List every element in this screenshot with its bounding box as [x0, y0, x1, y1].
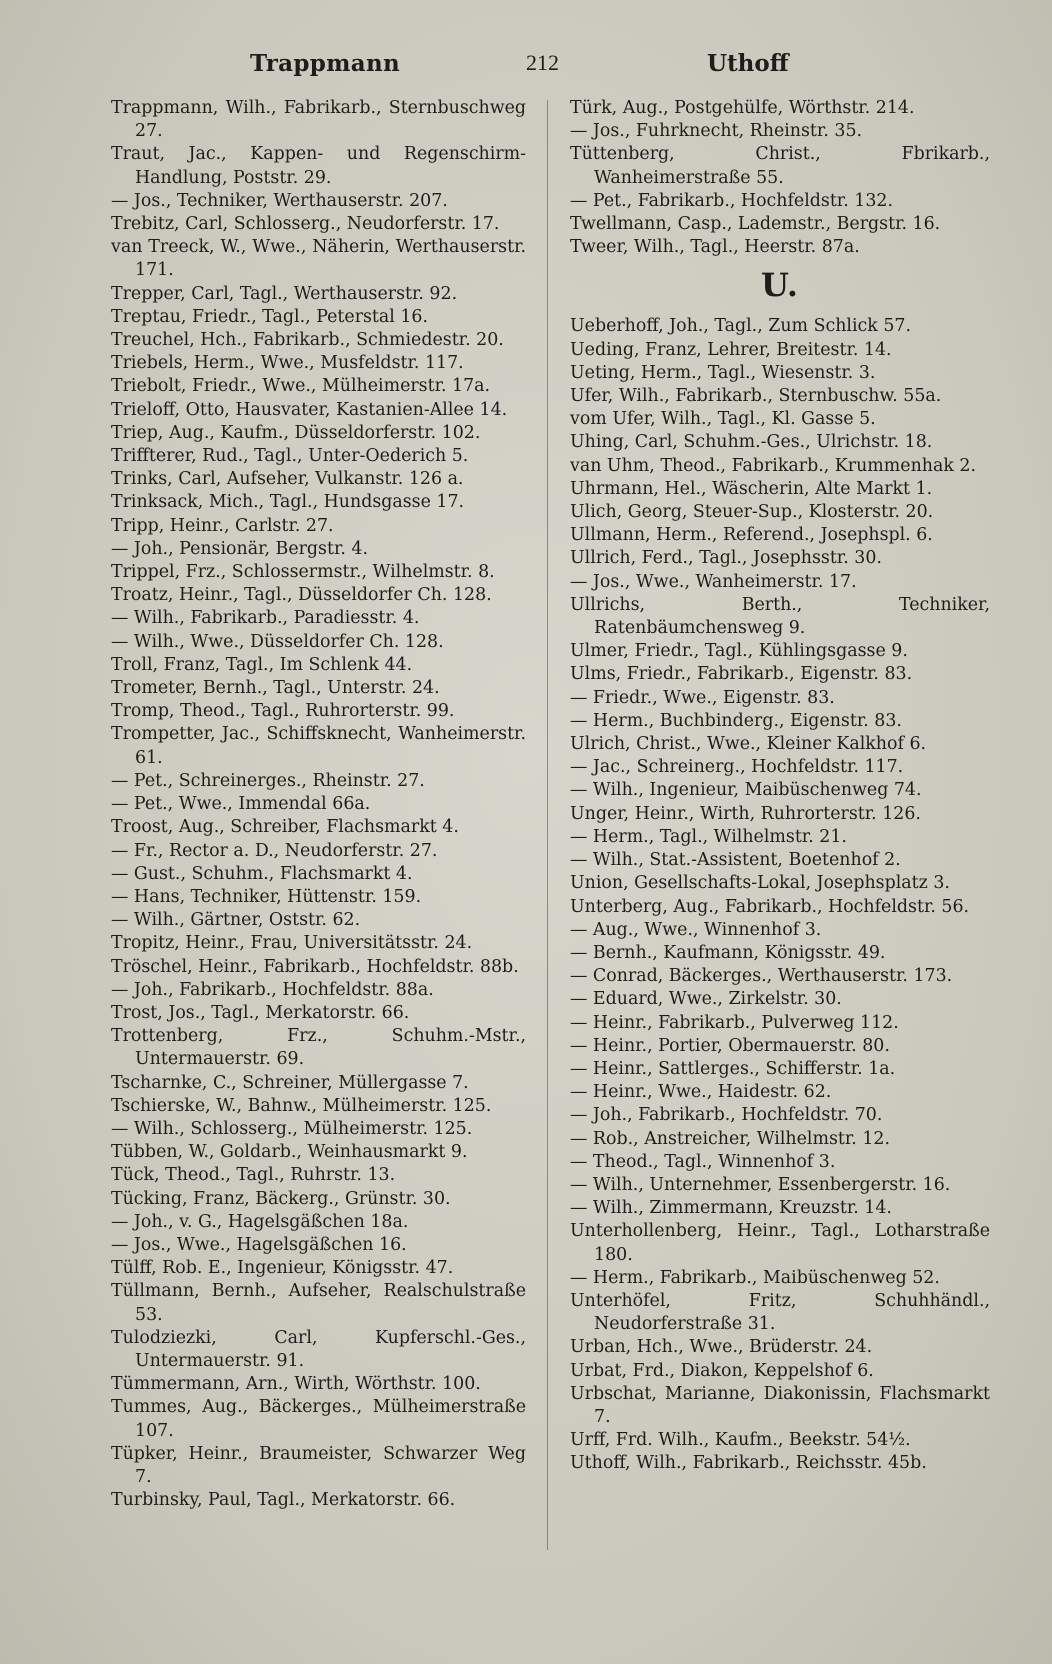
directory-entry: Urban, Hch., Wwe., Brüderstr. 24. [570, 1337, 873, 1358]
directory-entry: — Joh., Fabrikarb., Hochfeldstr. 70. [570, 1105, 883, 1126]
directory-entry: — Gust., Schuhm., Flachsmarkt 4. [111, 863, 413, 884]
directory-entry: Tüpker, Heinr., Braumeister, Schwarzer Weg 7. [111, 1443, 526, 1487]
directory-entry: — Joh., v. G., Hagelsgäßchen 18a. [111, 1211, 409, 1232]
directory-entry: Urbschat, Marianne, Diakonissin, Flachsmarkt 7. [570, 1383, 990, 1427]
directory-entry: Troll, Franz, Tagl., Im Schlenk 44. [111, 654, 413, 675]
directory-entry: — Jos., Techniker, Werthauserstr. 207. [111, 190, 448, 211]
directory-entry: — Wilh., Gärtner, Oststr. 62. [111, 910, 361, 931]
directory-entry: Triebolt, Friedr., Wwe., Mülheimerstr. 17a. [111, 376, 491, 397]
directory-entry: — Heinr., Portier, Obermauerstr. 80. [570, 1035, 890, 1056]
directory-entry: Unterhöfel, Fritz, Schuhhändl., Neudorferstraße 31. [570, 1290, 990, 1335]
directory-entry: — Bernh., Kaufmann, Königsstr. 49. [570, 942, 886, 963]
directory-entry: Trost, Jos., Tagl., Merkatorstr. 66. [111, 1002, 410, 1023]
directory-entry: Trottenberg, Frz., Schuhm.-Mstr., Untermauerstr. 69. [111, 1026, 526, 1070]
column-divider [547, 100, 548, 1550]
directory-entry: Traut, Jac., Kappen- und Regenschirm-Handlung, Poststr. 29. [111, 144, 526, 188]
directory-entry: — Pet., Fabrikarb., Hochfeldstr. 132. [570, 190, 893, 211]
directory-entry: Unger, Heinr., Wirth, Ruhrorterstr. 126. [570, 803, 921, 824]
directory-entry: Troatz, Heinr., Tagl., Düsseldorfer Ch. 128. [111, 585, 492, 606]
directory-entry: Türk, Aug., Postgehülfe, Wörthstr. 214. [570, 98, 915, 118]
directory-entry: — Aug., Wwe., Winnenhof 3. [570, 919, 822, 940]
directory-entry: — Theod., Tagl., Winnenhof 3. [570, 1151, 836, 1172]
directory-entry: Trippel, Frz., Schlossermstr., Wilhelmstr. 8. [111, 562, 495, 583]
directory-entry: Urff, Frd. Wilh., Kaufm., Beekstr. 54½. [570, 1430, 911, 1451]
directory-entry: Uhrmann, Hel., Wäscherin, Alte Markt 1. [570, 478, 933, 499]
directory-entry: — Jos., Fuhrknecht, Rheinstr. 35. [570, 121, 863, 142]
directory-entry: van Uhm, Theod., Fabrikarb., Krummenhak 2. [570, 455, 977, 476]
directory-entry: — Eduard, Wwe., Zirkelstr. 30. [570, 989, 842, 1010]
directory-entry: — Friedr., Wwe., Eigenstr. 83. [570, 687, 835, 708]
directory-entry: Triep, Aug., Kaufm., Düsseldorferstr. 102. [111, 422, 481, 443]
page-header [0, 50, 1052, 86]
directory-entry: Ueding, Franz, Lehrer, Breitestr. 14. [570, 339, 892, 360]
directory-entry: Trompetter, Jac., Schiffsknecht, Wanheimerstr. 61. [111, 724, 526, 768]
directory-entry: Trometer, Bernh., Tagl., Unterstr. 24. [111, 678, 440, 699]
directory-entry: — Rob., Anstreicher, Wilhelmstr. 12. [570, 1128, 890, 1149]
directory-entry: Trebitz, Carl, Schlosserg., Neudorferstr. 17. [111, 214, 500, 235]
directory-entry: — Hans, Techniker, Hüttenstr. 159. [111, 886, 422, 907]
directory-entry: Trieloff, Otto, Hausvater, Kastanien-Allee 14. [111, 399, 508, 420]
directory-entry: Trinksack, Mich., Tagl., Hundsgasse 17. [111, 492, 465, 513]
directory-entry: — Jos., Wwe., Wanheimerstr. 17. [570, 571, 857, 592]
directory-entry: — Wilh., Zimmermann, Kreuzstr. 14. [570, 1198, 892, 1219]
directory-entry: Uhing, Carl, Schuhm.-Ges., Ulrichstr. 18. [570, 432, 933, 453]
directory-entry: Ulrich, Christ., Wwe., Kleiner Kalkhof 6. [570, 734, 927, 755]
directory-entry: Tück, Theod., Tagl., Ruhrstr. 13. [111, 1165, 396, 1186]
directory-entry: Tulodziezki, Carl, Kupferschl.-Ges., Untermauerstr. 91. [111, 1327, 526, 1371]
directory-entry: — Pet., Schreinerges., Rheinstr. 27. [111, 770, 425, 791]
section-letter-heading: U. [760, 266, 800, 305]
directory-entry: Treptau, Friedr., Tagl., Peterstal 16. [111, 306, 429, 327]
directory-entry: Triffterer, Rud., Tagl., Unter-Oederich 5. [111, 446, 469, 467]
directory-entry: Troost, Aug., Schreiber, Flachsmarkt 4. [111, 817, 459, 838]
running-head-right: Uthoff [707, 50, 789, 77]
directory-entry: — Conrad, Bäckerges., Werthauserstr. 173. [570, 966, 953, 987]
directory-entry: — Joh., Pensionär, Bergstr. 4. [111, 538, 369, 559]
directory-entry: Ueting, Herm., Tagl., Wiesenstr. 3. [570, 362, 876, 383]
page-number: 212 [526, 50, 559, 75]
right-column-u-entries [570, 315, 990, 1475]
directory-entry: Tscharnke, C., Schreiner, Müllergasse 7. [111, 1072, 469, 1093]
directory-entry: Urbat, Frd., Diakon, Keppelshof 6. [570, 1360, 874, 1381]
directory-entry: Tüllmann, Bernh., Aufseher, Realschulstraße 53. [111, 1281, 526, 1325]
directory-entry: — Joh., Fabrikarb., Hochfeldstr. 88a. [111, 979, 434, 1000]
directory-entry: — Wilh., Wwe., Düsseldorfer Ch. 128. [111, 631, 444, 652]
directory-entry: Tropitz, Heinr., Frau, Universitätsstr. 24. [111, 933, 473, 954]
directory-entry: Turbinsky, Paul, Tagl., Merkatorstr. 66. [111, 1490, 456, 1511]
directory-entry: — Pet., Wwe., Immendal 66a. [111, 794, 371, 815]
directory-entry: — Herm., Tagl., Wilhelmstr. 21. [570, 826, 847, 847]
directory-entry: Trepper, Carl, Tagl., Werthauserstr. 92. [111, 283, 458, 304]
directory-entry: Ullrich, Ferd., Tagl., Josephsstr. 30. [570, 548, 882, 569]
directory-entry: — Heinr., Sattlerges., Schifferstr. 1a. [570, 1058, 896, 1079]
directory-entry: Tschierske, W., Bahnw., Mülheimerstr. 125. [111, 1095, 492, 1116]
directory-entry: Ullrichs, Berth., Techniker, Ratenbäumchensweg 9. [570, 594, 990, 639]
directory-entry: Unterberg, Aug., Fabrikarb., Hochfeldstr. 56. [570, 896, 970, 917]
running-head-left: Trappmann [250, 50, 401, 77]
directory-entry: — Jac., Schreinerg., Hochfeldstr. 117. [570, 757, 904, 778]
directory-entry: — Herm., Buchbinderg., Eigenstr. 83. [570, 710, 902, 731]
directory-entry: Tröschel, Heinr., Fabrikarb., Hochfeldstr. 88b. [111, 956, 519, 977]
directory-entry: — Wilh., Ingenieur, Maibüschenweg 74. [570, 780, 922, 801]
directory-entry: Tromp, Theod., Tagl., Ruhrorterstr. 99. [111, 701, 455, 722]
directory-entry: — Wilh., Unternehmer, Essenbergerstr. 16. [570, 1174, 951, 1195]
directory-entry: Ulmer, Friedr., Tagl., Kühlingsgasse 9. [570, 641, 908, 662]
left-column [111, 97, 526, 1512]
directory-entry: Treuchel, Hch., Fabrikarb., Schmiedestr. 20. [111, 330, 504, 351]
directory-entry: vom Ufer, Wilh., Tagl., Kl. Gasse 5. [570, 409, 876, 430]
directory-entry: Ueberhoff, Joh., Tagl., Zum Schlick 57. [570, 316, 912, 337]
directory-entry: Triebels, Herm., Wwe., Musfeldstr. 117. [111, 353, 464, 374]
directory-entry: Tummes, Aug., Bäckerges., Mülheimerstraße 107. [111, 1397, 526, 1441]
directory-entry: Unterhollenberg, Heinr., Tagl., Lotharstraße 180. [570, 1221, 990, 1265]
directory-entry: — Jos., Wwe., Hagelsgäßchen 16. [111, 1234, 407, 1255]
directory-entry: Trinks, Carl, Aufseher, Vulkanstr. 126 a. [111, 469, 464, 490]
directory-entry: Tümmermann, Arn., Wirth, Wörthstr. 100. [111, 1374, 481, 1395]
directory-entry: Tüttenberg, Christ., Fbrikarb., Wanheimerstraße 55. [570, 144, 990, 188]
directory-entry: Uthoff, Wilh., Fabrikarb., Reichsstr. 45b. [570, 1453, 927, 1474]
directory-entry: Tübben, W., Goldarb., Weinhausmarkt 9. [111, 1142, 468, 1163]
right-column-t-entries [570, 97, 990, 259]
directory-entry: Tülff, Rob. E., Ingenieur, Königsstr. 47. [111, 1258, 454, 1279]
directory-entry: Twellmann, Casp., Lademstr., Bergstr. 16. [570, 214, 941, 235]
right-column [570, 97, 990, 1476]
directory-entry: — Fr., Rector a. D., Neudorferstr. 27. [111, 840, 438, 861]
directory-entry: — Herm., Fabrikarb., Maibüschenweg 52. [570, 1267, 940, 1288]
directory-entry: Union, Gesellschafts-Lokal, Josephsplatz 3. [570, 873, 950, 894]
directory-entry: Tripp, Heinr., Carlstr. 27. [111, 515, 334, 536]
directory-entry: — Wilh., Fabrikarb., Paradiesstr. 4. [111, 608, 420, 629]
directory-entry: — Wilh., Schlosserg., Mülheimerstr. 125. [111, 1118, 473, 1139]
directory-entry: Ulich, Georg, Steuer-Sup., Klosterstr. 20. [570, 502, 934, 523]
directory-entry: — Heinr., Fabrikarb., Pulverweg 112. [570, 1012, 899, 1033]
directory-entry: — Wilh., Stat.-Assistent, Boetenhof 2. [570, 850, 901, 871]
directory-entry: — Heinr., Wwe., Haidestr. 62. [570, 1082, 832, 1103]
directory-entry: Tücking, Franz, Bäckerg., Grünstr. 30. [111, 1188, 451, 1209]
directory-entry: Ullmann, Herm., Referend., Josephspl. 6. [570, 525, 933, 546]
directory-entry: Trappmann, Wilh., Fabrikarb., Sternbuschweg 27. [111, 98, 526, 142]
directory-entry: Ulms, Friedr., Fabrikarb., Eigenstr. 83. [570, 664, 913, 685]
directory-entry: Ufer, Wilh., Fabrikarb., Sternbuschw. 55a. [570, 386, 942, 407]
directory-entry: Tweer, Wilh., Tagl., Heerstr. 87a. [570, 237, 860, 258]
directory-entry: van Treeck, W., Wwe., Näherin, Werthauserstr. 171. [111, 237, 526, 281]
